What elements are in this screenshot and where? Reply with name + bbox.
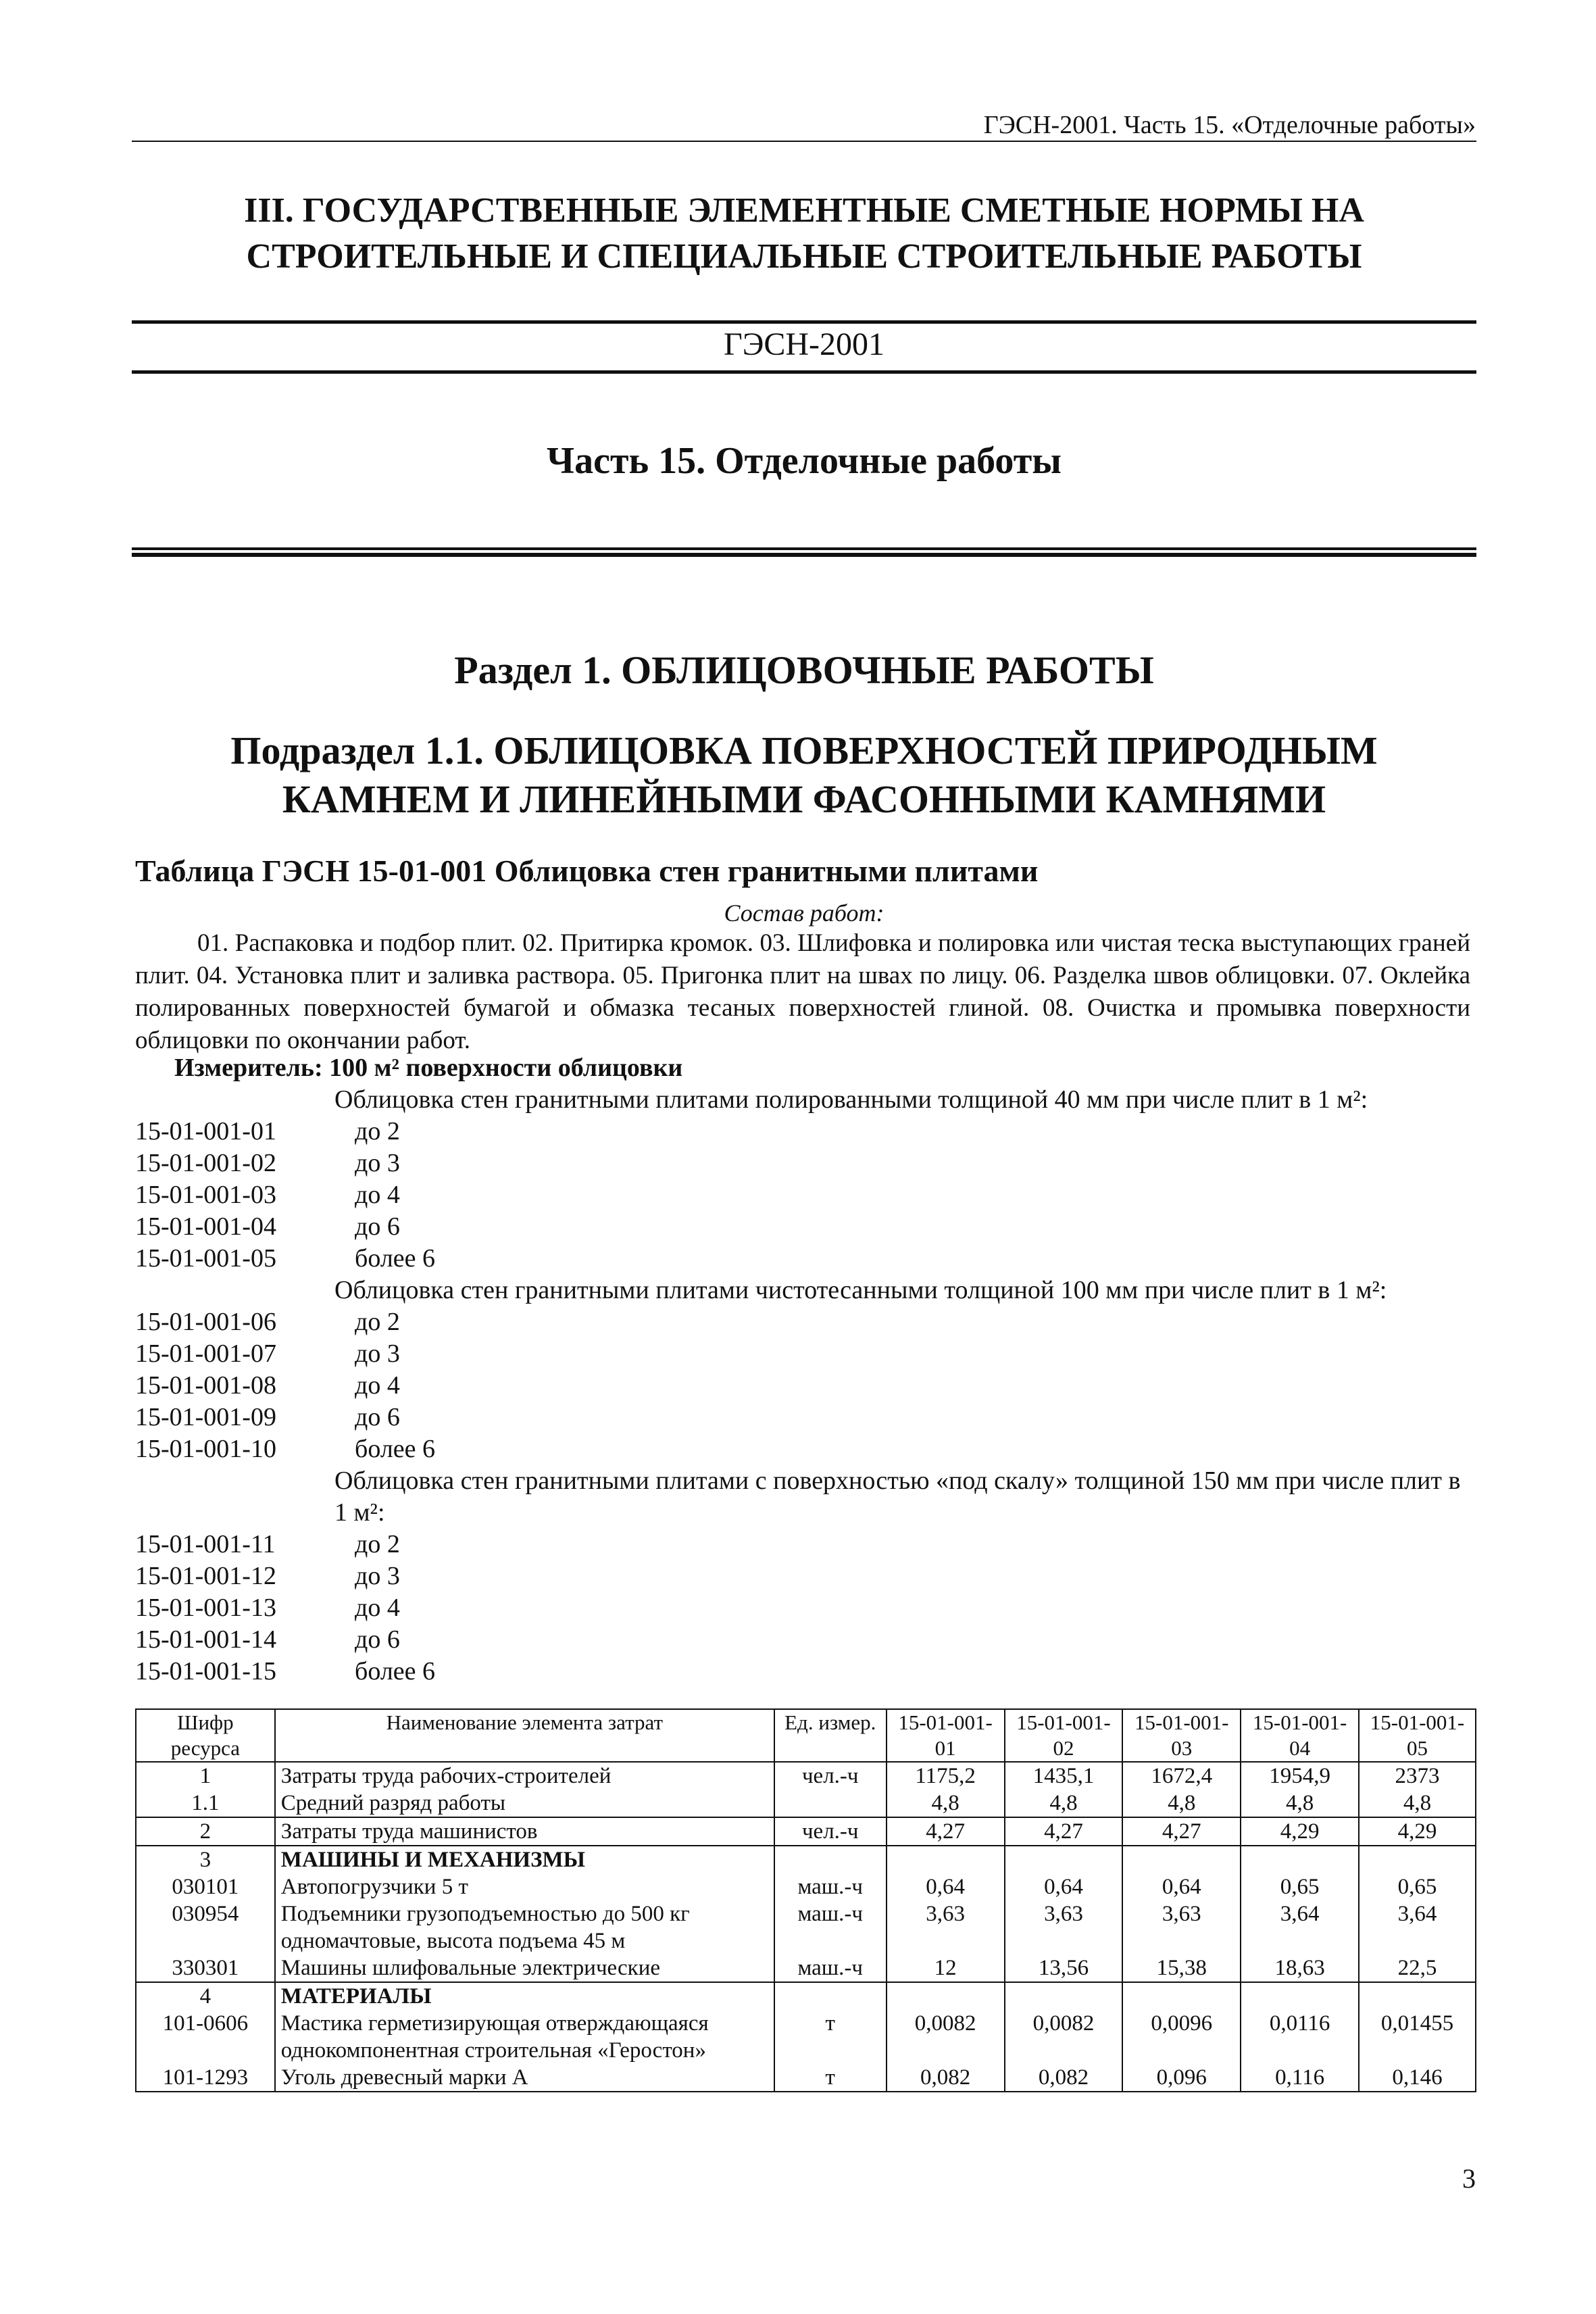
cell-name: Средний разряд работы <box>275 1790 774 1817</box>
code-row <box>135 1624 490 1656</box>
cell-value: 4,8 <box>1122 1790 1241 1817</box>
table-body <box>136 1762 1476 2092</box>
cell-value: 0,0096 <box>1122 2010 1241 2064</box>
cell-name: МАТЕРИАЛЫ <box>275 1982 774 2010</box>
header-name: Наименование элемента затрат <box>275 1709 774 1762</box>
header-col: 15-01-001-04 <box>1241 1709 1359 1762</box>
cell-code: 030954 <box>136 1900 275 1954</box>
cell-value: 0,082 <box>1005 2064 1123 2092</box>
cell-code: 330301 <box>136 1954 275 1982</box>
cell-code: 4 <box>136 1982 275 2010</box>
table-row <box>136 1817 1476 1846</box>
cell-name: Автопогрузчики 5 т <box>275 1873 774 1900</box>
rule-mid <box>132 370 1476 374</box>
cell-value: 0,0082 <box>887 2010 1005 2064</box>
cell-code: 1 <box>136 1762 275 1790</box>
cell-name: Затраты труда машинистов <box>275 1817 774 1846</box>
cell-value <box>1122 1846 1241 1873</box>
cell-value: 15,38 <box>1122 1954 1241 1982</box>
cell-value <box>1359 1846 1476 1873</box>
group-2-title: Облицовка стен гранитными плитами чистотесанными толщиной 100 мм при числе плит в 1 м²: <box>334 1276 1387 1304</box>
table-row <box>136 2064 1476 2092</box>
cell-value: 0,116 <box>1241 2064 1359 2092</box>
header-col: 15-01-001-02 <box>1005 1709 1123 1762</box>
code-row <box>135 1560 490 1592</box>
cell-value: 0,01455 <box>1359 2010 1476 2064</box>
code-value: до 6 <box>355 1212 400 1241</box>
cell-value: 3,63 <box>887 1900 1005 1954</box>
measurement-unit: Измеритель: 100 м² поверхности облицовки <box>174 1054 683 1082</box>
cell-name: Подъемники грузоподъемностью до 500 кг одномачтовые, высота подъема 45 м <box>275 1900 774 1954</box>
cell-value: 4,27 <box>887 1817 1005 1846</box>
cell-value <box>1241 1982 1359 2010</box>
code: 15-01-001-07 <box>135 1339 276 1368</box>
table-row <box>136 1900 1476 1954</box>
code: 15-01-001-06 <box>135 1308 276 1336</box>
sostav-text: 01. Распаковка и подбор плит. 02. Притирка кромок. 03. Шлифовка и полировка или чистая теска выступающих граней плит. 04. Установка плит и заливка раствора. 05. Пригонка плит на швах по лицу. 06. Разделка швов облицовки. 07. Оклейка полированных поверхностей бумагой и обмазка тесаных поверхностей глиной. 08. Очистка и промывка поверхности облицовки по окончании работ. <box>135 929 1470 1054</box>
cell-value: 1954,9 <box>1241 1762 1359 1790</box>
cell-value: 0,146 <box>1359 2064 1476 2092</box>
header-col: 15-01-001-03 <box>1122 1709 1241 1762</box>
code: 15-01-001-08 <box>135 1371 276 1400</box>
table-row <box>136 1873 1476 1900</box>
cell-value: 0,082 <box>887 2064 1005 2092</box>
code-row <box>135 1592 490 1624</box>
code-value: до 3 <box>355 1149 400 1177</box>
cell-unit: чел.-ч <box>774 1762 887 1790</box>
cell-name: Затраты труда рабочих-строителей <box>275 1762 774 1790</box>
cell-unit <box>774 1790 887 1817</box>
code-row <box>135 1402 490 1433</box>
code-value: до 2 <box>355 1117 400 1146</box>
code-row <box>135 1433 490 1465</box>
page-number: 3 <box>1462 2163 1476 2194</box>
table-row <box>136 1954 1476 1982</box>
cell-code: 2 <box>136 1817 275 1846</box>
cell-value: 1435,1 <box>1005 1762 1123 1790</box>
subsection-line-1: Подраздел 1.1. ОБЛИЦОВКА ПОВЕРХНОСТЕЙ ПРИРОДНЫМ <box>230 729 1378 772</box>
code-row <box>135 1656 490 1688</box>
code: 15-01-001-05 <box>135 1244 276 1273</box>
gesn-label: ГЭСН-2001 <box>723 326 885 362</box>
code: 15-01-001-12 <box>135 1562 276 1590</box>
cell-value: 4,29 <box>1241 1817 1359 1846</box>
cell-unit: маш.-ч <box>774 1873 887 1900</box>
cell-value <box>1359 1982 1476 2010</box>
cell-value: 2373 <box>1359 1762 1476 1790</box>
cell-value: 4,8 <box>1241 1790 1359 1817</box>
cell-value <box>1122 1982 1241 2010</box>
cell-value: 3,63 <box>1005 1900 1123 1954</box>
cell-code: 101-1293 <box>136 2064 275 2092</box>
cell-code: 1.1 <box>136 1790 275 1817</box>
code-row <box>135 1179 490 1211</box>
cell-unit <box>774 1846 887 1873</box>
group-3-codes <box>135 1529 490 1688</box>
main-title-line-1: III. ГОСУДАРСТВЕННЫЕ ЭЛЕМЕНТНЫЕ СМЕТНЫЕ НОРМЫ НА <box>244 191 1364 230</box>
cell-value: 0,65 <box>1359 1873 1476 1900</box>
code-row <box>135 1211 490 1243</box>
part-title: Часть 15. Отделочные работы <box>547 440 1062 482</box>
section-title: Раздел 1. ОБЛИЦОВОЧНЫЕ РАБОТЫ <box>454 648 1154 692</box>
code: 15-01-001-10 <box>135 1435 276 1463</box>
code-value: до 2 <box>355 1308 400 1336</box>
header-col: 15-01-001-05 <box>1359 1709 1476 1762</box>
cell-value: 4,8 <box>1359 1790 1476 1817</box>
cell-value <box>1005 1846 1123 1873</box>
code: 15-01-001-13 <box>135 1594 276 1622</box>
code: 15-01-001-09 <box>135 1403 276 1431</box>
subsection-title <box>132 727 1476 824</box>
code: 15-01-001-02 <box>135 1149 276 1177</box>
cell-value: 4,8 <box>887 1790 1005 1817</box>
cell-value: 12 <box>887 1954 1005 1982</box>
cell-name: Мастика герметизирующая отверждающаяся однокомпонентная строительная «Геростон» <box>275 2010 774 2064</box>
table-header-row <box>136 1709 1476 1762</box>
cell-value: 3,64 <box>1241 1900 1359 1954</box>
cell-unit: маш.-ч <box>774 1900 887 1954</box>
table-row <box>136 1790 1476 1817</box>
rule-double-2 <box>132 553 1476 557</box>
cell-code: 101-0606 <box>136 2010 275 2064</box>
sostav-label: Состав работ: <box>724 900 884 927</box>
cell-value: 4,8 <box>1005 1790 1123 1817</box>
code: 15-01-001-01 <box>135 1117 276 1146</box>
cell-value: 0,64 <box>1005 1873 1123 1900</box>
code-value: до 3 <box>355 1339 400 1368</box>
cell-value: 0,64 <box>887 1873 1005 1900</box>
code-value: до 4 <box>355 1181 400 1209</box>
rule-double-1 <box>132 547 1476 550</box>
group-2-codes <box>135 1306 490 1465</box>
main-title-line-2: СТРОИТЕЛЬНЫЕ И СПЕЦИАЛЬНЫЕ СТРОИТЕЛЬНЫЕ РАБОТЫ <box>246 237 1362 276</box>
header-rule <box>132 141 1476 142</box>
code: 15-01-001-11 <box>135 1530 276 1558</box>
main-title <box>132 188 1476 280</box>
header-unit: Ед. измер. <box>774 1709 887 1762</box>
cell-value: 0,0116 <box>1241 2010 1359 2064</box>
cell-value: 3,64 <box>1359 1900 1476 1954</box>
cell-name: Уголь древесный марки А <box>275 2064 774 2092</box>
cell-value: 1175,2 <box>887 1762 1005 1790</box>
cell-unit: т <box>774 2010 887 2064</box>
table-row <box>136 1762 1476 1790</box>
rule-top <box>132 320 1476 324</box>
header-col: 15-01-001-01 <box>887 1709 1005 1762</box>
group-1-codes <box>135 1116 490 1275</box>
header-code: Шифр ресурса <box>136 1709 275 1762</box>
code-row <box>135 1529 490 1560</box>
code: 15-01-001-03 <box>135 1181 276 1209</box>
code-value: до 4 <box>355 1371 400 1400</box>
cell-code: 3 <box>136 1846 275 1873</box>
code: 15-01-001-15 <box>135 1657 276 1685</box>
cell-value: 0,64 <box>1122 1873 1241 1900</box>
table-row <box>136 1982 1476 2010</box>
code-value: более 6 <box>355 1244 436 1273</box>
cell-unit <box>774 1982 887 2010</box>
group-3-title: Облицовка стен гранитными плитами с поверхностью «под скалу» толщиной 150 мм при числе плит в 1 м²: <box>334 1467 1461 1527</box>
code-row <box>135 1338 490 1370</box>
cell-value: 22,5 <box>1359 1954 1476 1982</box>
code-value: до 4 <box>355 1594 400 1622</box>
cell-value: 0,096 <box>1122 2064 1241 2092</box>
code-row <box>135 1370 490 1402</box>
code-row <box>135 1306 490 1338</box>
cell-name: МАШИНЫ И МЕХАНИЗМЫ <box>275 1846 774 1873</box>
code-value: до 6 <box>355 1625 400 1654</box>
cell-value: 4,27 <box>1122 1817 1241 1846</box>
table-row <box>136 2010 1476 2064</box>
code: 15-01-001-04 <box>135 1212 276 1241</box>
cell-value: 3,63 <box>1122 1900 1241 1954</box>
code-value: до 2 <box>355 1530 400 1558</box>
code-value: более 6 <box>355 1435 436 1463</box>
code: 15-01-001-14 <box>135 1625 276 1654</box>
cell-value <box>1005 1982 1123 2010</box>
cell-name: Машины шлифовальные электрические <box>275 1954 774 1982</box>
cell-value: 4,29 <box>1359 1817 1476 1846</box>
cell-value: 18,63 <box>1241 1954 1359 1982</box>
cell-value: 0,0082 <box>1005 2010 1123 2064</box>
cell-unit: т <box>774 2064 887 2092</box>
table-title: Таблица ГЭСН 15-01-001 Облицовка стен гранитными плитами <box>135 854 1039 888</box>
code-value: более 6 <box>355 1657 436 1685</box>
cell-value: 4,27 <box>1005 1817 1123 1846</box>
cell-value: 0,65 <box>1241 1873 1359 1900</box>
code-row <box>135 1116 490 1148</box>
subsection-line-2: КАМНЕМ И ЛИНЕЙНЫМИ ФАСОННЫМИ КАМНЯМИ <box>282 777 1326 821</box>
table-row <box>136 1846 1476 1873</box>
cell-value: 13,56 <box>1005 1954 1123 1982</box>
cell-value: 1672,4 <box>1122 1762 1241 1790</box>
cost-table <box>135 1708 1476 2092</box>
code-value: до 6 <box>355 1403 400 1431</box>
cell-unit: чел.-ч <box>774 1817 887 1846</box>
group-1-title: Облицовка стен гранитными плитами полированными толщиной 40 мм при числе плит в 1 м²: <box>334 1085 1368 1114</box>
code-row <box>135 1243 490 1275</box>
cell-unit: маш.-ч <box>774 1954 887 1982</box>
cell-value <box>887 1846 1005 1873</box>
cell-value <box>1241 1846 1359 1873</box>
running-header: ГЭСН-2001. Часть 15. «Отделочные работы» <box>983 111 1476 139</box>
code-value: до 3 <box>355 1562 400 1590</box>
cell-code: 030101 <box>136 1873 275 1900</box>
cell-value <box>887 1982 1005 2010</box>
code-row <box>135 1148 490 1179</box>
